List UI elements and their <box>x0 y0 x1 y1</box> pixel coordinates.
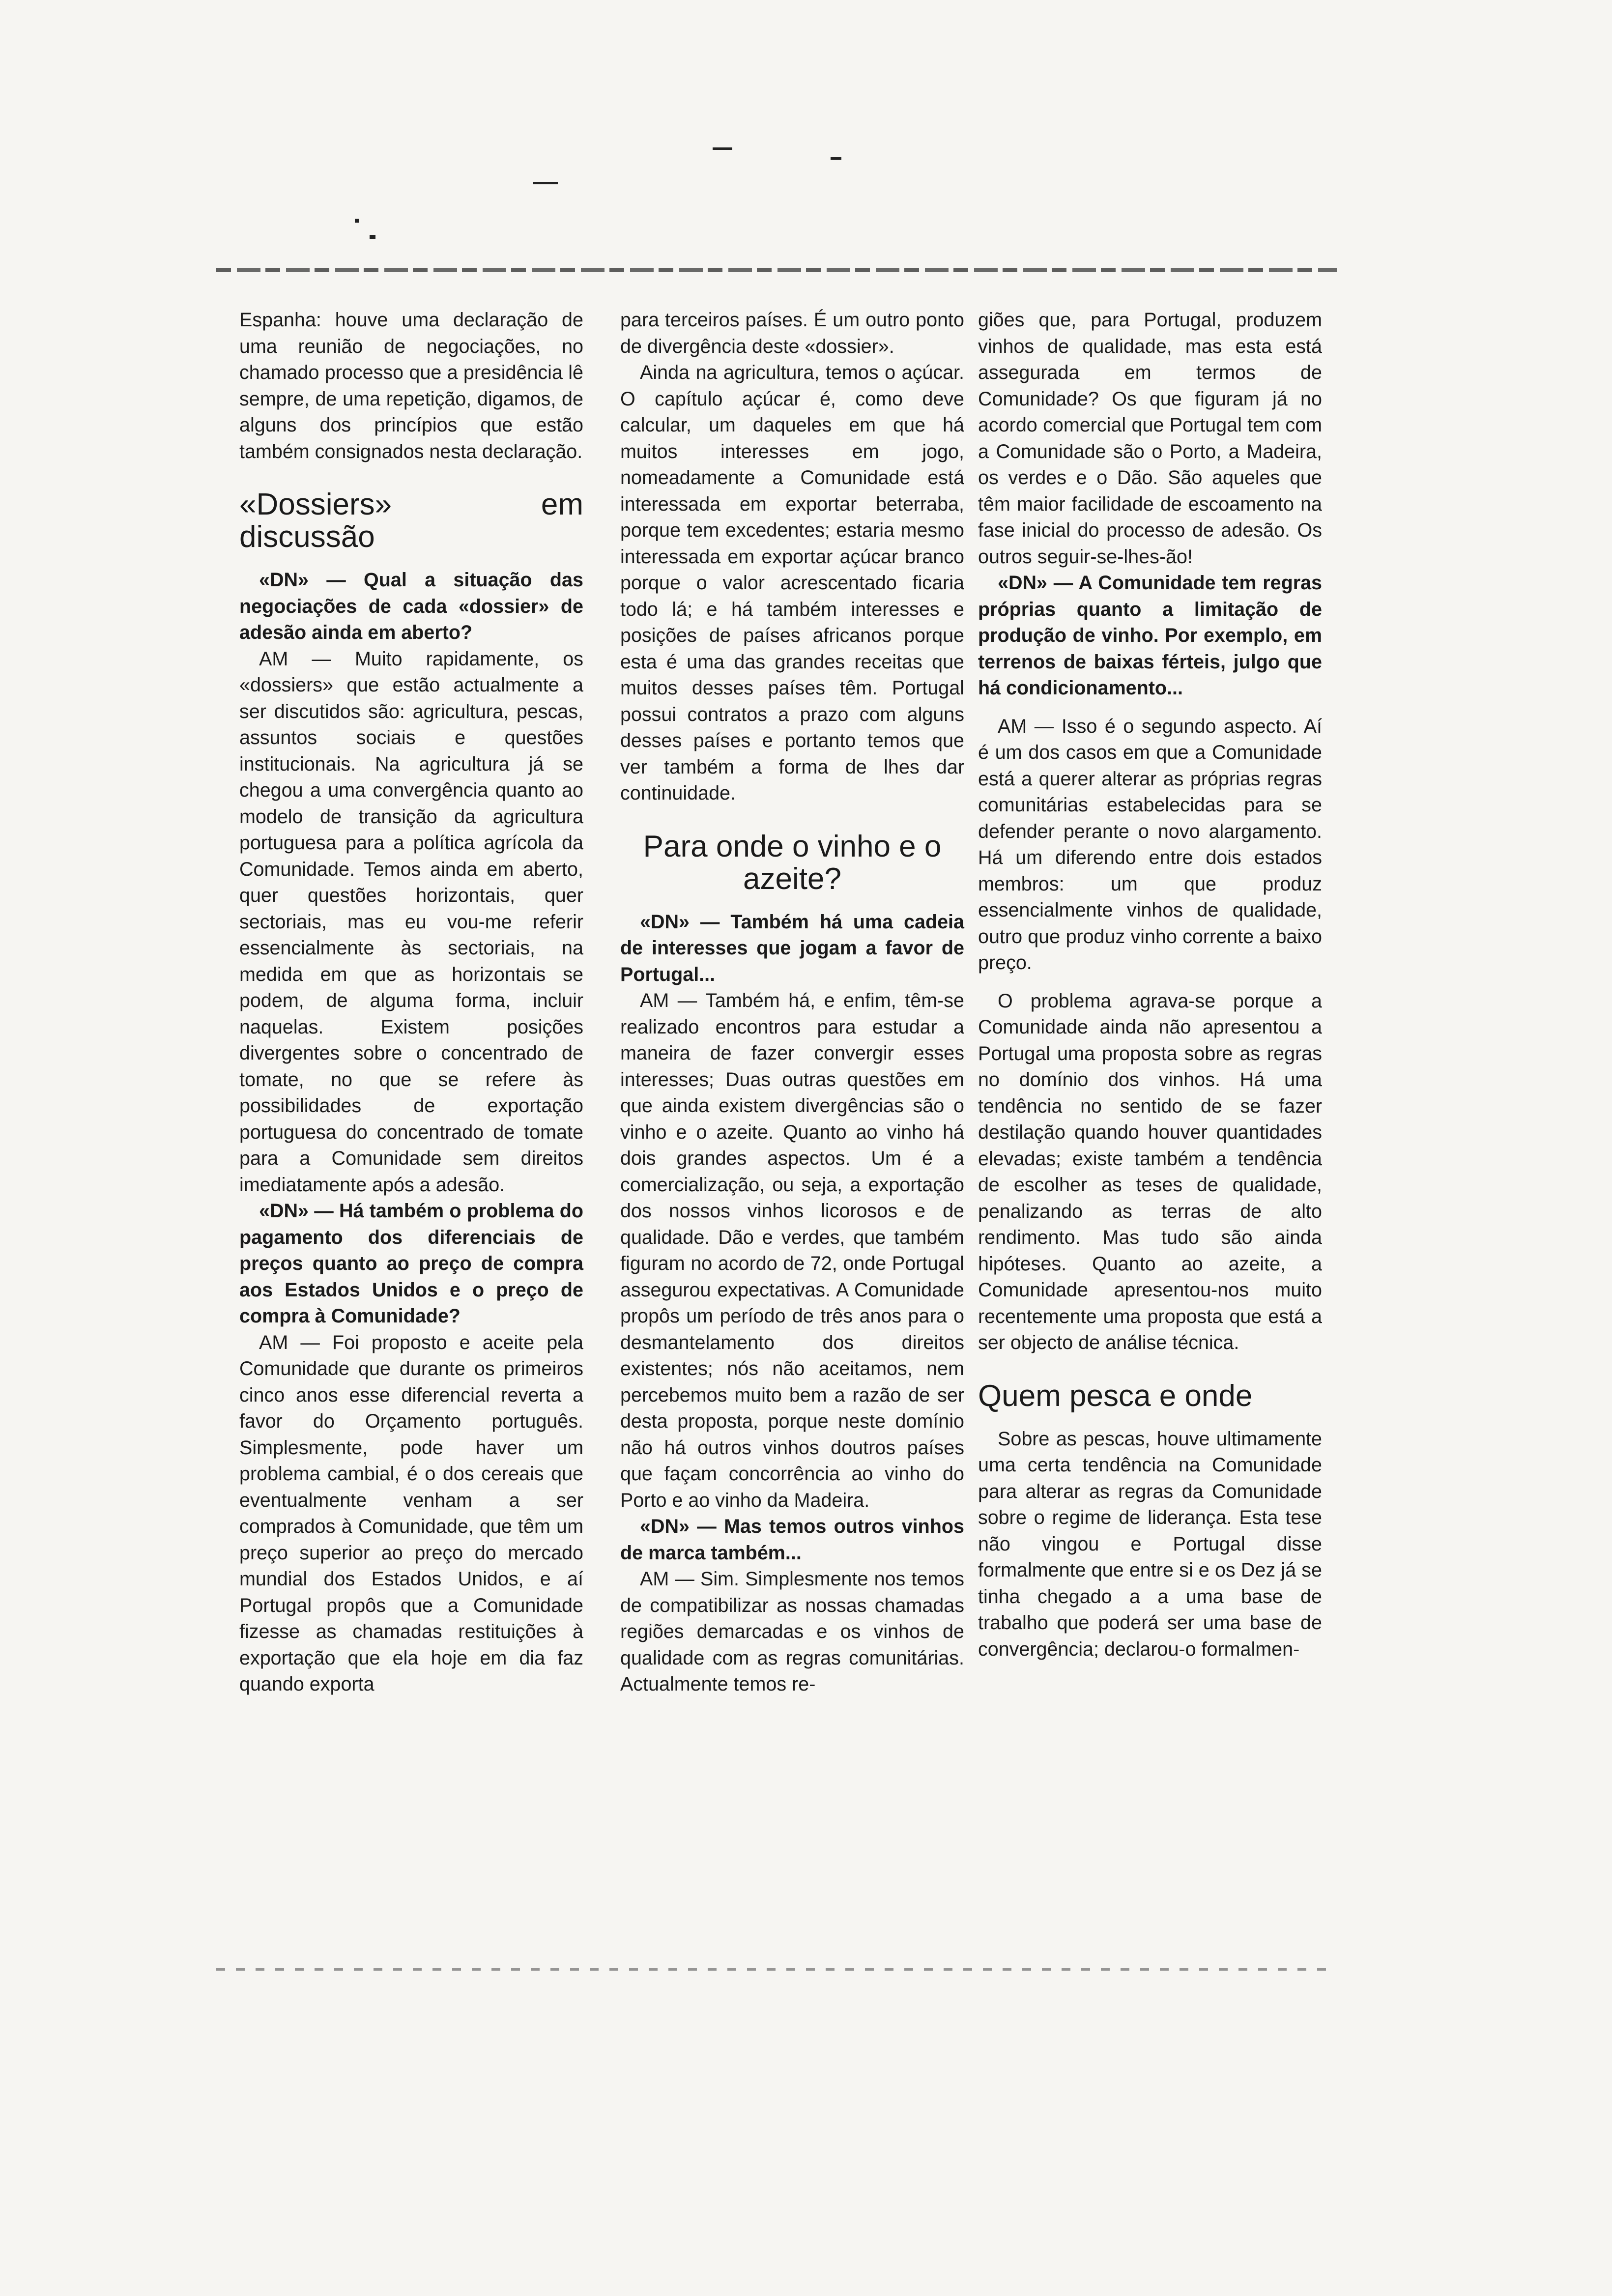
paragraph: Ainda na agricultura, temos o açúcar. O capítulo açúcar é, como deve calcular, um daqueles em que há muitos interesses em jogo, nomeadamente a Comunidade está interessada em exportar beterraba, porque tem excedentes; estaria mesmo interessada em exportar açúcar branco porque o valor acrescentado ficaria todo lá; e há também interesses e posições de países africanos porque esta é uma das grandes receitas que muitos desses países têm. Portugal possui contratos a prazo com alguns desses países e portanto temos que ver também a forma de lhes dar continuidade. <box>620 362 964 804</box>
interview-question: «DN» — Qual a situação das negociações de cada «dossier» de adesão ainda em aberto? <box>239 569 583 643</box>
interview-question: «DN» — A Comunidade tem regras próprias quanto a limitação de produção de vinho. Por exemplo, em terrenos de baixas férteis, julgo que há condicionamento... <box>978 572 1322 699</box>
ink-speck <box>713 147 732 150</box>
ink-speck <box>370 235 375 239</box>
paragraph: Espanha: houve uma declaração de uma reunião de negociações, no chamado processo que a presidência lê sempre, de uma repetição, digamos, de alguns dos princípios que estão também consignados nesta declaração. <box>239 309 583 462</box>
section-heading: «Dossiers» em discussão <box>239 488 583 554</box>
paragraph: Sobre as pescas, houve ultimamente uma certa tendência na Comunidade para alterar as regras da Comunidade sobre o regime de liderança. Esta tese não vingou e Portugal disse formalmente que entre si e os Dez já se tinha chegado a a uma base de trabalho que poderá ser uma base de convergência; declarou-o formalmen- <box>978 1428 1322 1660</box>
section-heading: Quem pesca e onde <box>978 1378 1253 1413</box>
ink-speck <box>355 219 359 223</box>
top-rule <box>216 268 1337 272</box>
column-3 <box>978 307 1322 1663</box>
interview-answer: AM — Isso é o segundo aspecto. Aí é um dos casos em que a Comunidade está a querer alterar as próprias regras comunitárias estabelecidas para se defender perante o novo alargamento. Há um diferendo entre dois estados membros: um que produz essencialmente vinhos de qualidade, outro que produz vinho corrente a baixo preço. <box>978 715 1322 974</box>
interview-question: «DN» — Também há uma cadeia de interesses que jogam a favor de Portugal... <box>620 911 964 985</box>
interview-answer: AM — Muito rapidamente, os «dossiers» que estão actualmente a ser discutidos são: agricultura, pescas, assuntos sociais e questões institucionais. Na agricultura já se chegou a uma convergência quanto ao modelo de transição da agricultura portuguesa para a política agrícola da Comunidade. Temos ainda em aberto, quer questões horizontais, quer sectoriais, mas eu vou-me referir essencialmente às sectoriais, na medida em que as horizontais se podem, de alguma forma, incluir naquelas. Existem posições divergentes sobre o concentrado de tomate, no que se refere às possibilidades de exportação portuguesa do concentrado de tomate para a Comunidade sem direitos imediatamente após a adesão. <box>239 648 583 1196</box>
interview-answer: AM — Também há, e enfim, têm-se realizado encontros para estudar a maneira de fazer convergir esses interesses; Duas outras questões em que ainda existem divergências são o vinho e o azeite. Quanto ao vinho há dois grandes aspectos. Um é a comercialização, ou seja, a exportação dos nossos vinhos licorosos e de qualidade. Dão e verdes, que também figuram no acordo de 72, onde Portugal assegurou expectativas. A Comunidade propôs um período de três anos para o desmantelamento dos direitos existentes; nós não aceitamos, nem percebemos muito bem a razão de ser desta proposta, porque neste domínio não há outros vinhos doutros países que façam concorrência ao vinho do Porto e ao vinho da Madeira. <box>620 990 964 1511</box>
interview-answer: AM — Foi proposto e aceite pela Comunidade que durante os primeiros cinco anos esse diferencial reverta a favor do Orçamento português. Simplesmente, pode haver um problema cambial, é o dos cereais que eventualmente venham a ser comprados à Comunidade, que têm um preço superior ao preço do mercado mundial dos Estados Unidos, e aí Portugal propôs que a Comunidade fizesse as chamadas restituições à exportação que ela hoje em dia faz quando exporta <box>239 1331 583 1695</box>
ink-speck <box>533 182 558 184</box>
column-1 <box>239 307 583 1698</box>
bottom-rule <box>216 1968 1337 1971</box>
section-heading: Para onde o vinho e o azeite? <box>643 829 942 896</box>
paragraph: giões que, para Portugal, produzem vinhos de qualidade, mas esta está assegurada em termos de Comunidade? Os que figuram já no acordo comercial que Portugal tem com a Comunidade são o Porto, a Madeira, os verdes e o Dão. São aqueles que têm maior facilidade de escoamento na fase inicial do processo de adesão. Os outros seguir-se-lhes-ão! <box>978 309 1322 568</box>
paragraph: O problema agrava-se porque a Comunidade ainda não apresentou a Portugal uma proposta sobre as regras no domínio dos vinhos. Há uma tendência no sentido de se fazer destilação quando houver quantidades elevadas; existe também a tendência de escolher as teses de qualidade, penalizando as terras de alto rendimento. Mas tudo são ainda hipóteses. Quanto ao azeite, a Comunidade apresentou-nos muito recentemente uma proposta que está a ser objecto de análise técnica. <box>978 990 1322 1353</box>
interview-question: «DN» — Mas temos outros vinhos de marca também... <box>620 1516 964 1564</box>
interview-question: «DN» — Há também o problema do pagamento dos diferenciais de preços quanto ao preço de compra aos Estados Unidos e o preço de compra à Comunidade? <box>239 1200 583 1327</box>
column-2 <box>620 307 964 1698</box>
interview-answer: AM — Sim. Simplesmente nos temos de compatibilizar as nossas chamadas regiões demarcadas e os vinhos de qualidade com as regras comunitárias. Actualmente temos re- <box>620 1568 964 1695</box>
ink-speck <box>831 157 841 160</box>
paragraph: para terceiros países. É um outro ponto de divergência deste «dossier». <box>620 309 964 357</box>
